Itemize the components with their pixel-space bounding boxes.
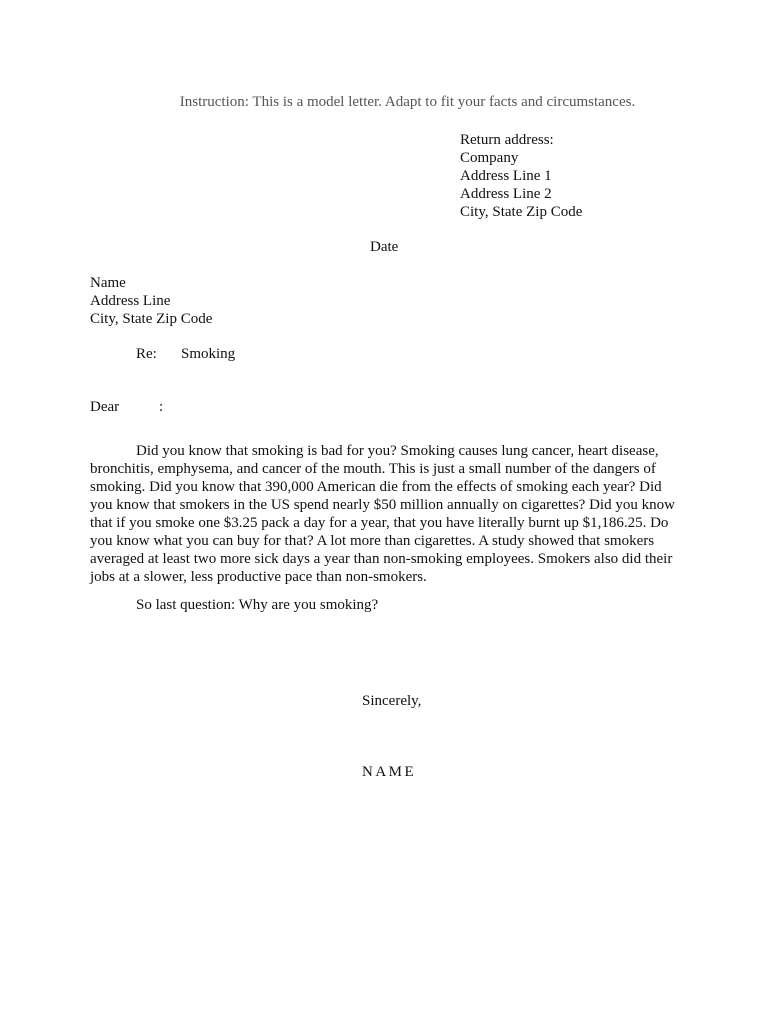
return-address-company: Company <box>460 150 519 166</box>
recipient-city-state-zip: City, State Zip Code <box>90 311 213 327</box>
body-paragraph: Did you know that smoking is bad for you? Smoking causes lung cancer, heart disease, bronchitis, emphysema, and cancer of the mouth. This is just a small number of the dangers of smoking. Did you know that 390,000 American die from the effects of smoking each year? Did you know that smokers in the US spend nearly $50 million annually on cigarettes? Did you know that if you smoke one $3.25 pack a day for a year, that you have literally burnt up $1,186.25. Do you know what you can buy for that? A lot more than cigarettes. A study showed that smokers averaged at least two more sick days a year than non-smoking employees. Smokers also did their jobs at a slower, less productive pace than non-smokers. <box>90 443 675 585</box>
recipient-name: Name <box>90 275 126 291</box>
return-address-city-state-zip: City, State Zip Code <box>460 204 583 220</box>
return-address-line-1: Address Line 1 <box>460 168 552 184</box>
signature-name: NAME <box>362 764 417 780</box>
closing-question: So last question: Why are you smoking? <box>136 597 379 613</box>
re-subject: Smoking <box>181 346 236 362</box>
salutation: Dear <box>90 399 120 415</box>
re-label: Re: <box>136 346 157 362</box>
salutation-colon: : <box>159 399 164 415</box>
closing-salutation: Sincerely, <box>362 693 422 709</box>
recipient-block <box>90 274 212 328</box>
return-address-heading: Return address: <box>460 132 554 148</box>
return-address-block <box>460 131 582 221</box>
recipient-address: Address Line <box>90 293 171 309</box>
return-address-line-2: Address Line 2 <box>460 186 552 202</box>
instruction-note: Instruction: This is a model letter. Adapt to fit your facts and circumstances. <box>179 94 636 110</box>
letter-date: Date <box>370 239 399 255</box>
